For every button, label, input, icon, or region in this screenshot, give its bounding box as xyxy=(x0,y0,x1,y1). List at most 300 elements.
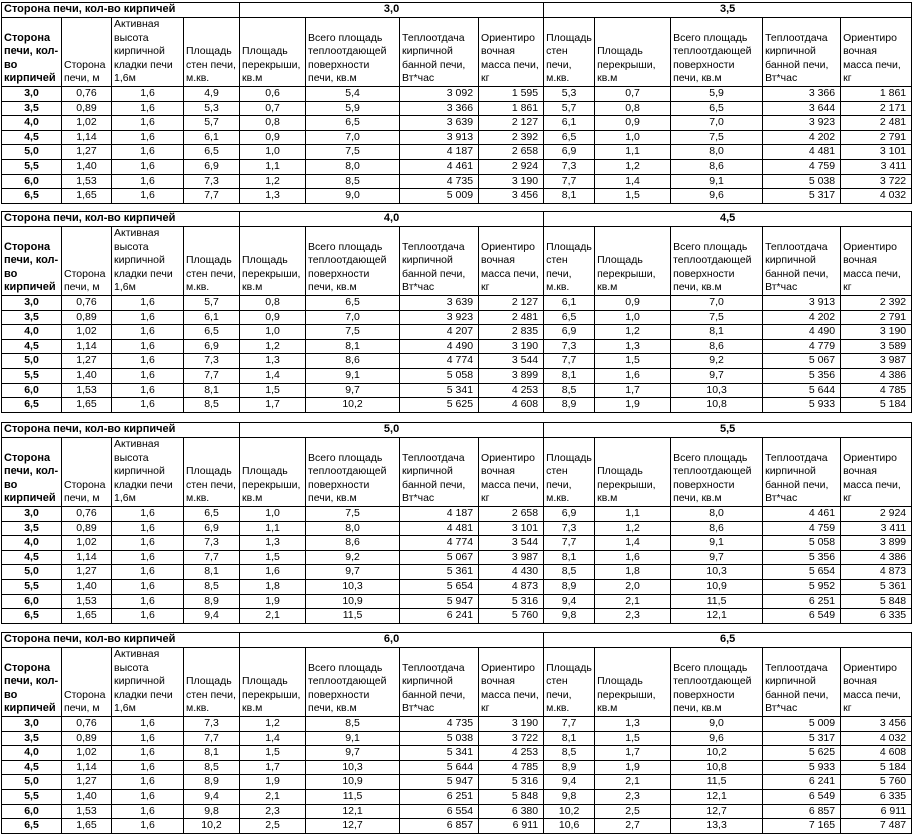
heat-output-cell-right: 5 317 xyxy=(763,189,841,204)
header-total-area-right: Всего площадь теплоотдающей поверхности печи, кв.м xyxy=(671,438,763,507)
side-m-cell: 1,65 xyxy=(62,398,112,413)
header-mass-right: Ориентиро вочная масса печи, кг xyxy=(841,648,912,717)
wall-area-cell-right: 9,4 xyxy=(544,775,595,790)
wall-area-cell: 10,2 xyxy=(184,819,240,834)
table-row xyxy=(2,550,912,565)
stove-table-block xyxy=(1,422,912,624)
heat-output-cell: 6 241 xyxy=(400,609,479,624)
table-row xyxy=(2,760,912,775)
mass-cell-right: 4 785 xyxy=(841,383,912,398)
wall-area-cell-right: 6,9 xyxy=(544,325,595,340)
heat-output-cell-right: 5 654 xyxy=(763,565,841,580)
wall-area-cell: 8,5 xyxy=(184,398,240,413)
ceiling-area-cell-right: 2,5 xyxy=(595,804,671,819)
header-wall-area: Площадь стен печи, м.кв. xyxy=(184,227,240,296)
wall-area-cell-right: 7,3 xyxy=(544,521,595,536)
mass-cell: 3 987 xyxy=(479,550,544,565)
total-area-cell: 11,5 xyxy=(306,609,400,624)
ceiling-area-cell: 1,6 xyxy=(240,565,306,580)
ceiling-area-cell: 2,1 xyxy=(240,609,306,624)
mass-cell: 5 316 xyxy=(479,594,544,609)
mass-cell-right: 3 899 xyxy=(841,536,912,551)
total-area-cell: 9,7 xyxy=(306,383,400,398)
side-m-cell: 1,27 xyxy=(62,775,112,790)
active-height-cell: 1,6 xyxy=(112,189,184,204)
header-ceiling-area: Площадь перекрыши, кв.м xyxy=(240,18,306,87)
wall-area-cell: 7,7 xyxy=(184,550,240,565)
block-title-label: Сторона печи, кол-во кирпичей xyxy=(2,633,240,648)
mass-cell: 3 190 xyxy=(479,717,544,732)
side-m-cell: 1,14 xyxy=(62,130,112,145)
side-bricks-cell: 5,0 xyxy=(2,354,62,369)
ceiling-area-cell-right: 1,0 xyxy=(595,130,671,145)
ceiling-area-cell: 1,7 xyxy=(240,760,306,775)
mass-cell-right: 3 987 xyxy=(841,354,912,369)
mass-cell: 4 253 xyxy=(479,383,544,398)
heat-output-cell: 5 644 xyxy=(400,760,479,775)
active-height-cell: 1,6 xyxy=(112,507,184,522)
ceiling-area-cell: 1,5 xyxy=(240,746,306,761)
total-area-cell: 7,5 xyxy=(306,145,400,160)
ceiling-area-cell: 1,9 xyxy=(240,775,306,790)
total-area-cell-right: 7,0 xyxy=(671,296,763,311)
heat-output-cell-right: 4 202 xyxy=(763,310,841,325)
ceiling-area-cell: 2,1 xyxy=(240,789,306,804)
header-mass: Ориентиро вочная масса печи, кг xyxy=(479,438,544,507)
mass-cell-right: 4 386 xyxy=(841,550,912,565)
ceiling-area-cell: 1,0 xyxy=(240,507,306,522)
side-m-cell: 0,89 xyxy=(62,731,112,746)
ceiling-area-cell-right: 2,1 xyxy=(595,594,671,609)
heat-output-cell: 4 774 xyxy=(400,536,479,551)
ceiling-area-cell: 1,9 xyxy=(240,594,306,609)
active-height-cell: 1,6 xyxy=(112,565,184,580)
active-height-cell: 1,6 xyxy=(112,310,184,325)
mass-cell-right: 3 722 xyxy=(841,174,912,189)
total-area-cell-right: 8,6 xyxy=(671,159,763,174)
heat-output-cell: 5 654 xyxy=(400,579,479,594)
heat-output-cell-right: 5 356 xyxy=(763,550,841,565)
wall-area-cell: 6,9 xyxy=(184,339,240,354)
ceiling-area-cell: 1,0 xyxy=(240,145,306,160)
table-row xyxy=(2,789,912,804)
header-heat-output: Теплоотдача кирпичной банной печи, Вт*час xyxy=(400,227,479,296)
heat-output-cell: 4 481 xyxy=(400,521,479,536)
header-heat-output-right: Теплоотдача кирпичной банной печи, Вт*час xyxy=(763,648,841,717)
table-row xyxy=(2,609,912,624)
heat-output-cell: 5 625 xyxy=(400,398,479,413)
mass-cell: 2 392 xyxy=(479,130,544,145)
active-height-cell: 1,6 xyxy=(112,775,184,790)
heat-output-cell-right: 6 857 xyxy=(763,804,841,819)
side-bricks-cell: 5,5 xyxy=(2,789,62,804)
wall-area-cell: 8,5 xyxy=(184,760,240,775)
total-area-cell-right: 9,1 xyxy=(671,536,763,551)
ceiling-area-cell-right: 1,9 xyxy=(595,760,671,775)
active-height-cell: 1,6 xyxy=(112,717,184,732)
total-area-cell: 11,5 xyxy=(306,789,400,804)
heat-output-cell: 5 341 xyxy=(400,383,479,398)
wall-area-cell: 6,1 xyxy=(184,310,240,325)
table-row xyxy=(2,130,912,145)
mass-cell-right: 1 861 xyxy=(841,87,912,102)
side-m-cell: 1,27 xyxy=(62,145,112,160)
side-m-cell: 1,02 xyxy=(62,746,112,761)
mass-cell-right: 5 760 xyxy=(841,775,912,790)
heat-output-cell-right: 5 058 xyxy=(763,536,841,551)
wall-area-cell: 4,9 xyxy=(184,87,240,102)
ceiling-area-cell-right: 1,2 xyxy=(595,521,671,536)
wall-area-cell: 7,3 xyxy=(184,536,240,551)
header-side-m: Сторона печи, м xyxy=(62,648,112,717)
active-height-cell: 1,6 xyxy=(112,731,184,746)
heat-output-cell-right: 5 644 xyxy=(763,383,841,398)
stove-height-right: 3,5 xyxy=(544,3,912,18)
total-area-cell-right: 9,7 xyxy=(671,368,763,383)
total-area-cell-right: 11,5 xyxy=(671,594,763,609)
wall-area-cell-right: 5,7 xyxy=(544,101,595,116)
heat-output-cell-right: 3 644 xyxy=(763,101,841,116)
side-m-cell: 1,40 xyxy=(62,159,112,174)
heat-output-cell: 5 058 xyxy=(400,368,479,383)
total-area-cell: 6,5 xyxy=(306,296,400,311)
ceiling-area-cell-right: 1,9 xyxy=(595,398,671,413)
active-height-cell: 1,6 xyxy=(112,521,184,536)
mass-cell: 3 190 xyxy=(479,174,544,189)
ceiling-area-cell-right: 1,7 xyxy=(595,383,671,398)
header-total-area: Всего площадь теплоотдающей поверхности печи, кв.м xyxy=(306,438,400,507)
wall-area-cell-right: 9,8 xyxy=(544,609,595,624)
header-total-area-right: Всего площадь теплоотдающей поверхности печи, кв.м xyxy=(671,227,763,296)
total-area-cell: 5,4 xyxy=(306,87,400,102)
heat-output-cell-right: 5 933 xyxy=(763,398,841,413)
total-area-cell-right: 12,7 xyxy=(671,804,763,819)
total-area-cell: 12,1 xyxy=(306,804,400,819)
side-m-cell: 1,40 xyxy=(62,368,112,383)
table-row xyxy=(2,87,912,102)
total-area-cell-right: 10,2 xyxy=(671,746,763,761)
total-area-cell: 5,9 xyxy=(306,101,400,116)
heat-output-cell-right: 3 923 xyxy=(763,116,841,131)
ceiling-area-cell: 1,1 xyxy=(240,521,306,536)
header-heat-output: Теплоотдача кирпичной банной печи, Вт*час xyxy=(400,438,479,507)
table-row xyxy=(2,383,912,398)
ceiling-area-cell: 1,3 xyxy=(240,354,306,369)
side-bricks-cell: 3,0 xyxy=(2,296,62,311)
active-height-cell: 1,6 xyxy=(112,325,184,340)
active-height-cell: 1,6 xyxy=(112,339,184,354)
mass-cell-right: 5 184 xyxy=(841,398,912,413)
table-row xyxy=(2,565,912,580)
heat-output-cell: 5 947 xyxy=(400,775,479,790)
total-area-cell: 8,6 xyxy=(306,536,400,551)
total-area-cell-right: 7,0 xyxy=(671,116,763,131)
stove-table-block xyxy=(1,632,912,834)
ceiling-area-cell-right: 1,1 xyxy=(595,507,671,522)
total-area-cell: 10,9 xyxy=(306,594,400,609)
total-area-cell: 8,5 xyxy=(306,717,400,732)
stove-height-left: 5,0 xyxy=(240,423,544,438)
side-bricks-cell: 6,5 xyxy=(2,189,62,204)
heat-output-cell: 3 639 xyxy=(400,296,479,311)
mass-cell-right: 3 589 xyxy=(841,339,912,354)
ceiling-area-cell-right: 0,7 xyxy=(595,87,671,102)
active-height-cell: 1,6 xyxy=(112,368,184,383)
heat-output-cell: 5 947 xyxy=(400,594,479,609)
wall-area-cell-right: 8,1 xyxy=(544,731,595,746)
wall-area-cell-right: 10,2 xyxy=(544,804,595,819)
side-bricks-cell: 5,0 xyxy=(2,775,62,790)
header-side-m: Сторона печи, м xyxy=(62,18,112,87)
total-area-cell: 9,2 xyxy=(306,550,400,565)
side-bricks-cell: 4,5 xyxy=(2,130,62,145)
header-ceiling-area-right: Площадь перекрыши, кв.м xyxy=(595,227,671,296)
table-row xyxy=(2,594,912,609)
side-m-cell: 1,27 xyxy=(62,565,112,580)
ceiling-area-cell-right: 1,2 xyxy=(595,325,671,340)
side-m-cell: 0,89 xyxy=(62,521,112,536)
side-m-cell: 1,65 xyxy=(62,819,112,834)
wall-area-cell-right: 7,7 xyxy=(544,536,595,551)
ceiling-area-cell-right: 1,7 xyxy=(595,746,671,761)
mass-cell-right: 3 190 xyxy=(841,325,912,340)
heat-output-cell-right: 4 759 xyxy=(763,521,841,536)
ceiling-area-cell-right: 2,3 xyxy=(595,609,671,624)
mass-cell-right: 6 335 xyxy=(841,609,912,624)
heat-output-cell: 4 207 xyxy=(400,325,479,340)
header-heat-output: Теплоотдача кирпичной банной печи, Вт*час xyxy=(400,648,479,717)
total-area-cell-right: 9,7 xyxy=(671,550,763,565)
ceiling-area-cell-right: 0,9 xyxy=(595,296,671,311)
side-m-cell: 0,76 xyxy=(62,296,112,311)
active-height-cell: 1,6 xyxy=(112,145,184,160)
mass-cell-right: 4 386 xyxy=(841,368,912,383)
heat-output-cell: 3 092 xyxy=(400,87,479,102)
heat-output-cell-right: 5 038 xyxy=(763,174,841,189)
mass-cell: 1 861 xyxy=(479,101,544,116)
header-ceiling-area: Площадь перекрыши, кв.м xyxy=(240,227,306,296)
table-row xyxy=(2,507,912,522)
header-heat-output-right: Теплоотдача кирпичной банной печи, Вт*час xyxy=(763,438,841,507)
side-m-cell: 1,02 xyxy=(62,536,112,551)
wall-area-cell: 9,4 xyxy=(184,789,240,804)
header-total-area: Всего площадь теплоотдающей поверхности печи, кв.м xyxy=(306,227,400,296)
side-bricks-cell: 5,5 xyxy=(2,368,62,383)
header-wall-area: Площадь стен печи, м.кв. xyxy=(184,648,240,717)
table-row xyxy=(2,159,912,174)
header-active-height: Активная высота кирпичной кладки печи 1,6м xyxy=(112,438,184,507)
total-area-cell: 7,0 xyxy=(306,130,400,145)
ceiling-area-cell: 1,8 xyxy=(240,579,306,594)
wall-area-cell: 7,7 xyxy=(184,368,240,383)
wall-area-cell: 6,5 xyxy=(184,325,240,340)
ceiling-area-cell: 0,7 xyxy=(240,101,306,116)
side-bricks-cell: 5,5 xyxy=(2,579,62,594)
ceiling-area-cell: 0,8 xyxy=(240,116,306,131)
total-area-cell-right: 8,6 xyxy=(671,521,763,536)
ceiling-area-cell-right: 1,4 xyxy=(595,174,671,189)
wall-area-cell: 7,7 xyxy=(184,189,240,204)
wall-area-cell: 6,1 xyxy=(184,130,240,145)
wall-area-cell-right: 9,8 xyxy=(544,789,595,804)
ceiling-area-cell-right: 2,1 xyxy=(595,775,671,790)
ceiling-area-cell: 1,7 xyxy=(240,398,306,413)
stove-height-right: 4,5 xyxy=(544,212,912,227)
table-row xyxy=(2,398,912,413)
total-area-cell-right: 10,3 xyxy=(671,565,763,580)
header-heat-output-right: Теплоотдача кирпичной банной печи, Вт*час xyxy=(763,227,841,296)
block-title-row xyxy=(2,633,912,648)
side-bricks-cell: 5,5 xyxy=(2,159,62,174)
heat-output-cell: 6 857 xyxy=(400,819,479,834)
active-height-cell: 1,6 xyxy=(112,174,184,189)
heat-output-cell-right: 5 317 xyxy=(763,731,841,746)
mass-cell-right: 4 032 xyxy=(841,189,912,204)
mass-cell: 3 190 xyxy=(479,339,544,354)
side-bricks-cell: 3,0 xyxy=(2,87,62,102)
total-area-cell-right: 9,1 xyxy=(671,174,763,189)
ceiling-area-cell: 0,6 xyxy=(240,87,306,102)
header-heat-output-right: Теплоотдача кирпичной банной печи, Вт*час xyxy=(763,18,841,87)
ceiling-area-cell-right: 1,1 xyxy=(595,145,671,160)
total-area-cell: 7,5 xyxy=(306,507,400,522)
column-header-row xyxy=(2,18,912,87)
side-bricks-cell: 3,0 xyxy=(2,717,62,732)
block-title-row xyxy=(2,212,912,227)
total-area-cell-right: 9,6 xyxy=(671,731,763,746)
ceiling-area-cell: 1,3 xyxy=(240,536,306,551)
side-bricks-cell: 3,5 xyxy=(2,310,62,325)
wall-area-cell-right: 8,9 xyxy=(544,579,595,594)
wall-area-cell-right: 8,9 xyxy=(544,760,595,775)
wall-area-cell-right: 9,4 xyxy=(544,594,595,609)
wall-area-cell: 8,9 xyxy=(184,775,240,790)
wall-area-cell-right: 8,1 xyxy=(544,550,595,565)
heat-output-cell-right: 5 625 xyxy=(763,746,841,761)
wall-area-cell: 7,3 xyxy=(184,174,240,189)
wall-area-cell-right: 8,5 xyxy=(544,383,595,398)
mass-cell-right: 4 608 xyxy=(841,746,912,761)
header-mass-right: Ориентиро вочная масса печи, кг xyxy=(841,18,912,87)
total-area-cell: 10,3 xyxy=(306,760,400,775)
side-bricks-cell: 3,5 xyxy=(2,731,62,746)
total-area-cell-right: 10,8 xyxy=(671,760,763,775)
wall-area-cell: 8,5 xyxy=(184,579,240,594)
total-area-cell-right: 7,5 xyxy=(671,130,763,145)
total-area-cell: 8,0 xyxy=(306,521,400,536)
active-height-cell: 1,6 xyxy=(112,579,184,594)
mass-cell: 2 835 xyxy=(479,325,544,340)
heat-output-cell: 5 361 xyxy=(400,565,479,580)
ceiling-area-cell-right: 2,0 xyxy=(595,579,671,594)
mass-cell: 5 760 xyxy=(479,609,544,624)
heat-output-cell-right: 7 165 xyxy=(763,819,841,834)
header-ceiling-area-right: Площадь перекрыши, кв.м xyxy=(595,438,671,507)
mass-cell: 6 911 xyxy=(479,819,544,834)
ceiling-area-cell-right: 1,5 xyxy=(595,354,671,369)
side-bricks-cell: 3,5 xyxy=(2,521,62,536)
total-area-cell: 8,5 xyxy=(306,174,400,189)
ceiling-area-cell-right: 1,2 xyxy=(595,159,671,174)
mass-cell: 2 127 xyxy=(479,116,544,131)
heat-output-cell-right: 6 549 xyxy=(763,789,841,804)
ceiling-area-cell-right: 0,8 xyxy=(595,101,671,116)
block-title-label: Сторона печи, кол-во кирпичей xyxy=(2,423,240,438)
wall-area-cell: 5,7 xyxy=(184,116,240,131)
ceiling-area-cell: 1,1 xyxy=(240,159,306,174)
mass-cell-right: 2 791 xyxy=(841,130,912,145)
table-row xyxy=(2,819,912,834)
header-active-height: Активная высота кирпичной кладки печи 1,6м xyxy=(112,648,184,717)
header-total-area: Всего площадь теплоотдающей поверхности печи, кв.м xyxy=(306,648,400,717)
heat-output-cell-right: 6 549 xyxy=(763,609,841,624)
total-area-cell-right: 9,2 xyxy=(671,354,763,369)
side-m-cell: 1,53 xyxy=(62,383,112,398)
heat-output-cell: 4 187 xyxy=(400,507,479,522)
heat-output-cell-right: 3 913 xyxy=(763,296,841,311)
mass-cell: 3 899 xyxy=(479,368,544,383)
total-area-cell-right: 10,9 xyxy=(671,579,763,594)
heat-output-cell: 5 341 xyxy=(400,746,479,761)
mass-cell-right: 4 032 xyxy=(841,731,912,746)
ceiling-area-cell: 1,2 xyxy=(240,174,306,189)
ceiling-area-cell-right: 1,3 xyxy=(595,339,671,354)
active-height-cell: 1,6 xyxy=(112,789,184,804)
wall-area-cell-right: 8,5 xyxy=(544,746,595,761)
wall-area-cell-right: 6,1 xyxy=(544,116,595,131)
wall-area-cell-right: 6,5 xyxy=(544,310,595,325)
table-row xyxy=(2,746,912,761)
mass-cell-right: 5 361 xyxy=(841,579,912,594)
wall-area-cell-right: 8,5 xyxy=(544,565,595,580)
heat-output-cell: 4 461 xyxy=(400,159,479,174)
wall-area-cell-right: 10,6 xyxy=(544,819,595,834)
heat-output-cell-right: 4 759 xyxy=(763,159,841,174)
heat-output-cell-right: 5 952 xyxy=(763,579,841,594)
total-area-cell: 9,7 xyxy=(306,565,400,580)
block-title-label: Сторона печи, кол-во кирпичей xyxy=(2,3,240,18)
header-side-bricks: Сторона печи, кол-во кирпичей xyxy=(2,648,62,717)
header-ceiling-area-right: Площадь перекрыши, кв.м xyxy=(595,648,671,717)
table-row xyxy=(2,174,912,189)
total-area-cell: 9,7 xyxy=(306,746,400,761)
heat-output-cell: 3 639 xyxy=(400,116,479,131)
side-m-cell: 1,53 xyxy=(62,174,112,189)
wall-area-cell: 6,5 xyxy=(184,145,240,160)
side-bricks-cell: 4,0 xyxy=(2,536,62,551)
heat-output-cell-right: 4 481 xyxy=(763,145,841,160)
active-height-cell: 1,6 xyxy=(112,130,184,145)
total-area-cell-right: 12,1 xyxy=(671,789,763,804)
ceiling-area-cell: 0,9 xyxy=(240,310,306,325)
side-bricks-cell: 6,0 xyxy=(2,174,62,189)
side-m-cell: 1,14 xyxy=(62,550,112,565)
header-total-area-right: Всего площадь теплоотдающей поверхности печи, кв.м xyxy=(671,648,763,717)
total-area-cell: 8,6 xyxy=(306,354,400,369)
total-area-cell: 8,0 xyxy=(306,159,400,174)
wall-area-cell: 9,4 xyxy=(184,609,240,624)
stove-height-right: 6,5 xyxy=(544,633,912,648)
heat-output-cell: 5 009 xyxy=(400,189,479,204)
side-bricks-cell: 6,5 xyxy=(2,398,62,413)
header-side-bricks: Сторона печи, кол-во кирпичей xyxy=(2,227,62,296)
ceiling-area-cell: 1,0 xyxy=(240,325,306,340)
ceiling-area-cell-right: 1,4 xyxy=(595,536,671,551)
table-row xyxy=(2,717,912,732)
stove-table-block xyxy=(1,2,912,204)
heat-output-cell: 4 774 xyxy=(400,354,479,369)
mass-cell: 2 127 xyxy=(479,296,544,311)
